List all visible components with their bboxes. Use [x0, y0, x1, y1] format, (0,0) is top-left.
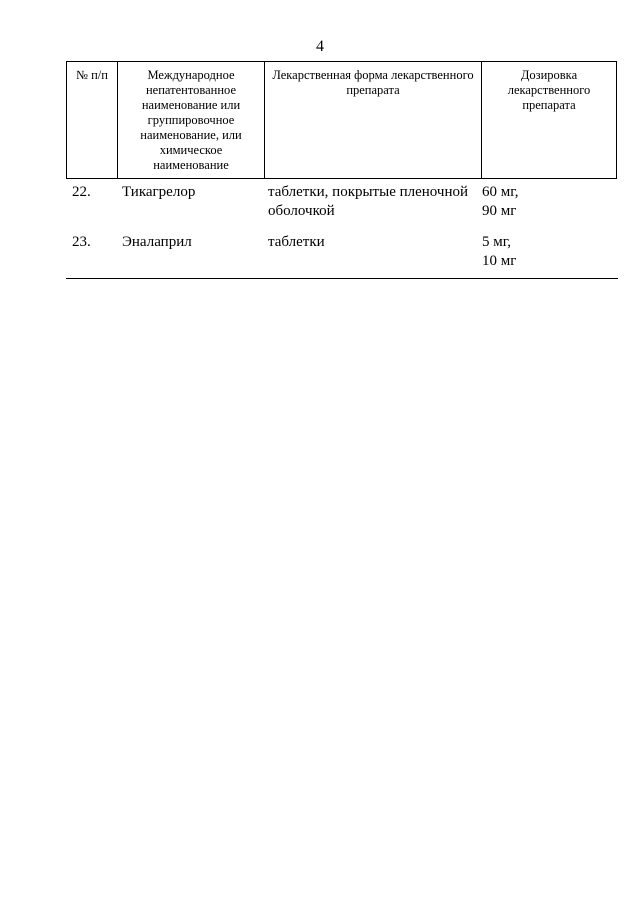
dose-line: 5 мг,: [482, 234, 511, 250]
dose-line: 90 мг: [482, 203, 517, 219]
header-form: Лекарственная форма лекарственного препарата: [265, 62, 482, 179]
row-form: таблетки, покрытые пленочной оболочкой: [268, 184, 469, 219]
page-number: 4: [316, 38, 324, 55]
header-name: Международное непатентованное наименование или группировочное наименование, или химическое наименование: [118, 62, 265, 179]
row-dose: [480, 233, 618, 279]
dose-line: 10 мг: [482, 253, 517, 269]
table-header: [66, 61, 617, 179]
row-dose: [480, 178, 618, 233]
header-row: [67, 62, 617, 179]
row-form: таблетки: [268, 234, 325, 250]
row-name: Эналаприл: [122, 234, 192, 250]
table-row: [66, 178, 618, 233]
row-name: Тикагрелор: [122, 184, 196, 200]
row-num: 23.: [72, 234, 91, 250]
header-dose: Дозировка лекарственного препарата: [482, 62, 617, 179]
table-row: [66, 233, 618, 279]
header-num: № п/п: [67, 62, 118, 179]
table-body: [66, 178, 618, 279]
row-num: 22.: [72, 184, 91, 200]
dose-line: 60 мг,: [482, 184, 519, 200]
